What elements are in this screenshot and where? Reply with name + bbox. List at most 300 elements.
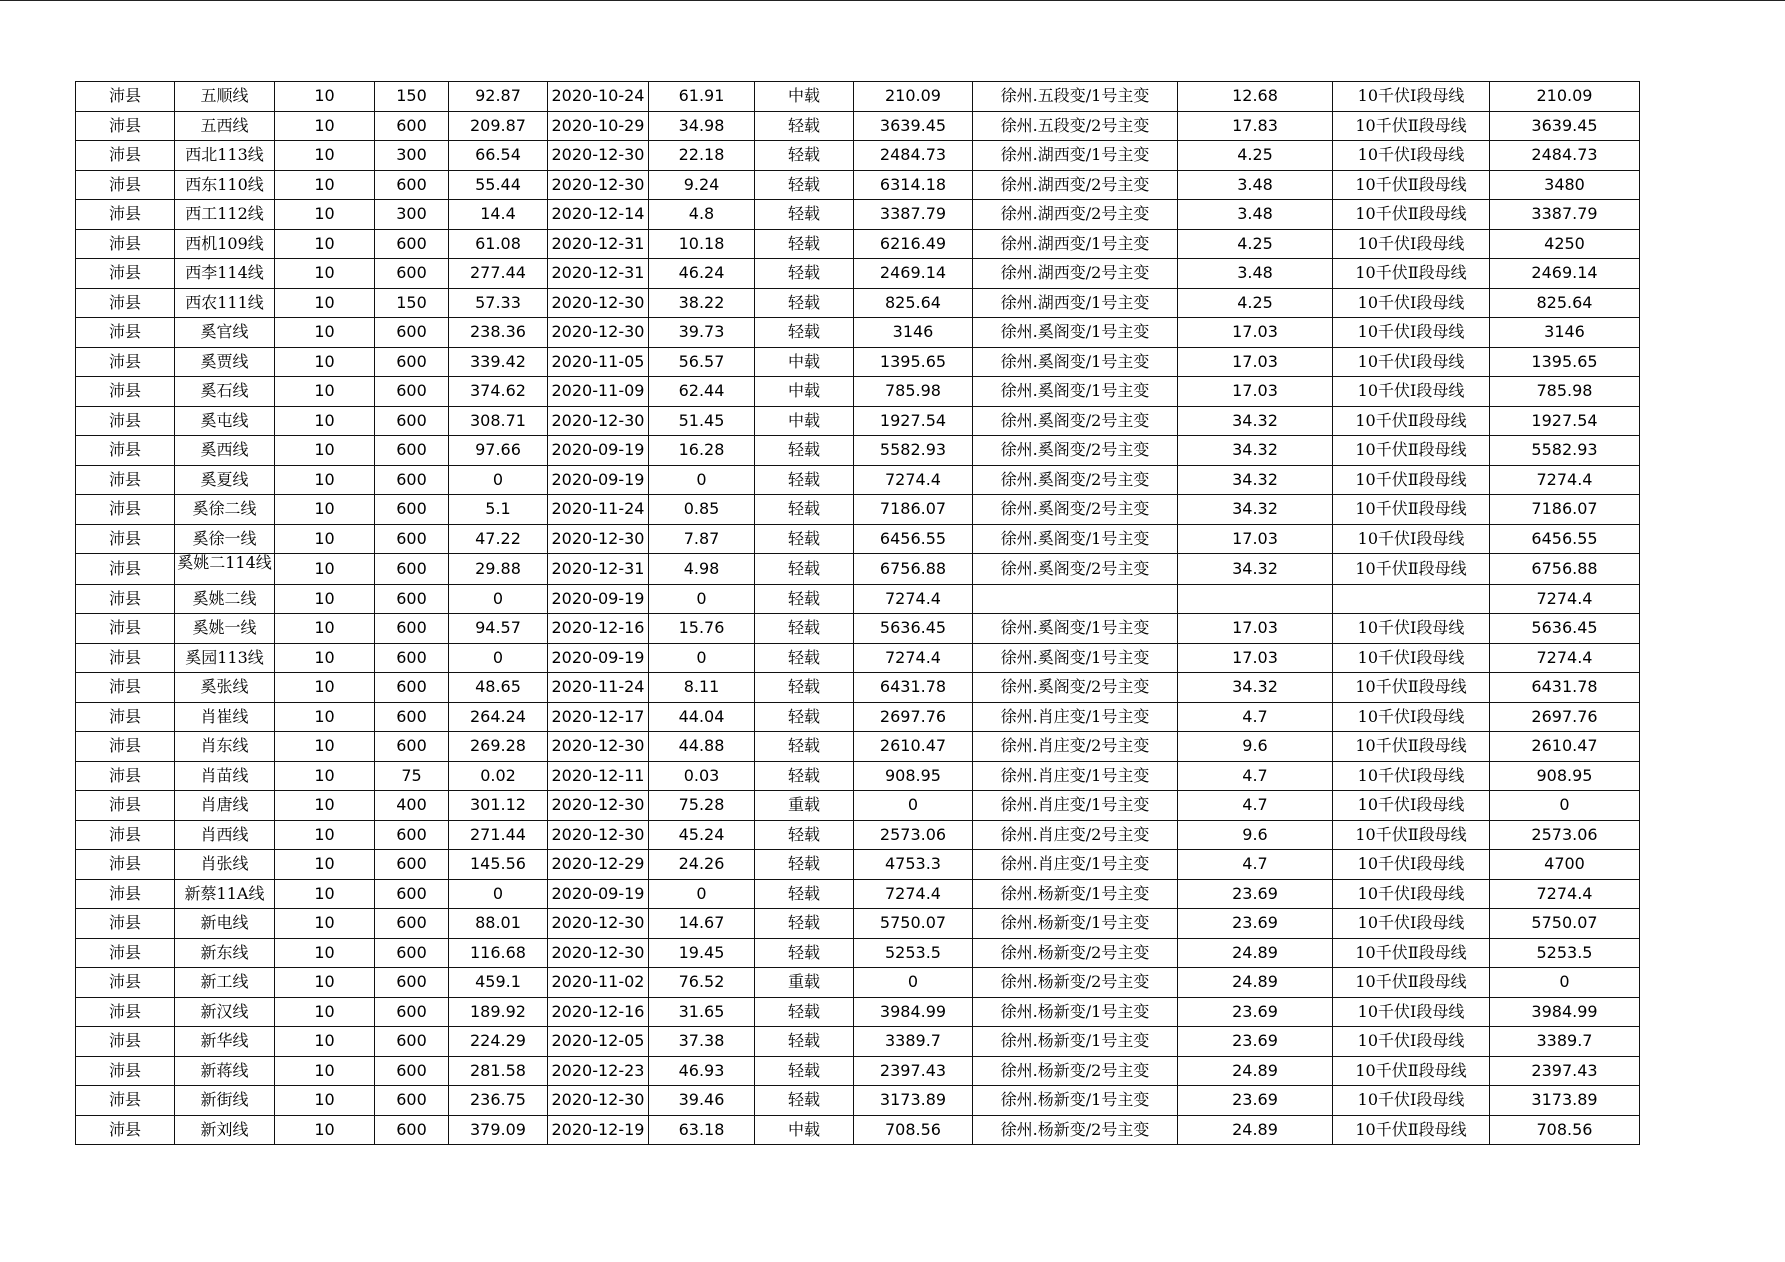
cell-line-name: 奚屯线 xyxy=(175,406,275,436)
cell-rated-capacity: 600 xyxy=(375,436,449,466)
cell-transformer-value: 4.7 xyxy=(1178,761,1333,791)
table-row xyxy=(76,495,1640,525)
cell-transformer-value: 4.7 xyxy=(1178,702,1333,732)
cell-load-status: 轻载 xyxy=(755,554,854,585)
cell-voltage-kv: 10 xyxy=(275,436,375,466)
cell-voltage-kv: 10 xyxy=(275,1027,375,1057)
table-body xyxy=(76,82,1640,1145)
cell-bus-section: 10千伏Ⅰ段母线 xyxy=(1333,791,1490,821)
cell-county: 沛县 xyxy=(76,436,175,466)
cell-load-status: 轻载 xyxy=(755,673,854,703)
cell-line-name: 奚西线 xyxy=(175,436,275,466)
cell-line-name: 奚徐一线 xyxy=(175,524,275,554)
cell-load-rate: 4.98 xyxy=(649,554,755,585)
cell-voltage-kv: 10 xyxy=(275,791,375,821)
cell-available-capacity: 5253.5 xyxy=(854,938,973,968)
cell-available-capacity: 3389.7 xyxy=(854,1027,973,1057)
cell-voltage-kv: 10 xyxy=(275,732,375,762)
cell-load-value: 281.58 xyxy=(449,1056,548,1086)
cell-transformer-value xyxy=(1178,584,1333,614)
cell-load-status: 轻载 xyxy=(755,141,854,171)
table-row xyxy=(76,288,1640,318)
cell-rated-capacity: 600 xyxy=(375,170,449,200)
cell-load-status: 轻载 xyxy=(755,200,854,230)
table-row xyxy=(76,1115,1640,1145)
table-row xyxy=(76,702,1640,732)
cell-substation-transformer: 徐州.奚阁变/1号主变 xyxy=(973,318,1178,348)
cell-load-value: 308.71 xyxy=(449,406,548,436)
cell-bus-section: 10千伏Ⅰ段母线 xyxy=(1333,909,1490,939)
cell-voltage-kv: 10 xyxy=(275,584,375,614)
cell-substation-transformer: 徐州.湖西变/1号主变 xyxy=(973,229,1178,259)
cell-rated-capacity: 600 xyxy=(375,643,449,673)
cell-date: 2020-11-02 xyxy=(548,968,649,998)
cell-voltage-kv: 10 xyxy=(275,968,375,998)
cell-line-name: 西东110线 xyxy=(175,170,275,200)
cell-load-value: 379.09 xyxy=(449,1115,548,1145)
cell-load-status: 中载 xyxy=(755,377,854,407)
cell-transformer-value: 4.7 xyxy=(1178,791,1333,821)
cell-bus-section xyxy=(1333,584,1490,614)
cell-load-status: 轻载 xyxy=(755,259,854,289)
cell-voltage-kv: 10 xyxy=(275,288,375,318)
cell-voltage-kv: 10 xyxy=(275,111,375,141)
cell-county: 沛县 xyxy=(76,997,175,1027)
cell-bus-section: 10千伏Ⅰ段母线 xyxy=(1333,702,1490,732)
cell-load-rate: 76.52 xyxy=(649,968,755,998)
cell-open-capacity: 2697.76 xyxy=(1490,702,1640,732)
cell-load-rate: 8.11 xyxy=(649,673,755,703)
cell-line-name: 奚张线 xyxy=(175,673,275,703)
cell-voltage-kv: 10 xyxy=(275,495,375,525)
cell-date: 2020-12-16 xyxy=(548,614,649,644)
cell-rated-capacity: 600 xyxy=(375,732,449,762)
cell-date: 2020-12-19 xyxy=(548,1115,649,1145)
cell-load-value: 57.33 xyxy=(449,288,548,318)
cell-line-name: 奚贾线 xyxy=(175,347,275,377)
cell-transformer-value: 24.89 xyxy=(1178,968,1333,998)
cell-voltage-kv: 10 xyxy=(275,229,375,259)
cell-rated-capacity: 600 xyxy=(375,318,449,348)
cell-load-rate: 39.46 xyxy=(649,1086,755,1116)
cell-load-value: 29.88 xyxy=(449,554,548,585)
page-top-rule xyxy=(0,0,1785,1)
cell-load-status: 轻载 xyxy=(755,495,854,525)
cell-line-name: 西农111线 xyxy=(175,288,275,318)
cell-available-capacity: 2573.06 xyxy=(854,820,973,850)
cell-bus-section: 10千伏Ⅰ段母线 xyxy=(1333,879,1490,909)
cell-voltage-kv: 10 xyxy=(275,406,375,436)
cell-line-name: 西机109线 xyxy=(175,229,275,259)
cell-date: 2020-09-19 xyxy=(548,584,649,614)
cell-voltage-kv: 10 xyxy=(275,702,375,732)
cell-bus-section: 10千伏Ⅱ段母线 xyxy=(1333,406,1490,436)
cell-substation-transformer: 徐州.奚阁变/1号主变 xyxy=(973,643,1178,673)
cell-load-status: 中载 xyxy=(755,82,854,112)
cell-load-rate: 75.28 xyxy=(649,791,755,821)
cell-load-status: 轻载 xyxy=(755,111,854,141)
cell-available-capacity: 7274.4 xyxy=(854,643,973,673)
cell-open-capacity: 5253.5 xyxy=(1490,938,1640,968)
cell-load-status: 轻载 xyxy=(755,436,854,466)
cell-load-value: 0 xyxy=(449,465,548,495)
cell-open-capacity: 5750.07 xyxy=(1490,909,1640,939)
cell-line-name: 新电线 xyxy=(175,909,275,939)
cell-transformer-value: 9.6 xyxy=(1178,820,1333,850)
cell-bus-section: 10千伏Ⅱ段母线 xyxy=(1333,465,1490,495)
cell-open-capacity: 1395.65 xyxy=(1490,347,1640,377)
table-row xyxy=(76,554,1640,585)
cell-transformer-value: 17.03 xyxy=(1178,614,1333,644)
cell-available-capacity: 4753.3 xyxy=(854,850,973,880)
cell-rated-capacity: 600 xyxy=(375,702,449,732)
cell-voltage-kv: 10 xyxy=(275,377,375,407)
cell-bus-section: 10千伏Ⅰ段母线 xyxy=(1333,377,1490,407)
cell-line-name: 新蔡11A线 xyxy=(175,879,275,909)
cell-line-name: 奚园113线 xyxy=(175,643,275,673)
cell-load-value: 116.68 xyxy=(449,938,548,968)
cell-substation-transformer: 徐州.杨新变/2号主变 xyxy=(973,968,1178,998)
cell-substation-transformer: 徐州.湖西变/2号主变 xyxy=(973,200,1178,230)
table-row xyxy=(76,761,1640,791)
cell-load-rate: 63.18 xyxy=(649,1115,755,1145)
cell-load-status: 轻载 xyxy=(755,909,854,939)
cell-date: 2020-12-11 xyxy=(548,761,649,791)
cell-substation-transformer: 徐州.奚阁变/1号主变 xyxy=(973,347,1178,377)
cell-open-capacity: 1927.54 xyxy=(1490,406,1640,436)
cell-line-name: 五顺线 xyxy=(175,82,275,112)
cell-load-value: 264.24 xyxy=(449,702,548,732)
cell-voltage-kv: 10 xyxy=(275,554,375,585)
cell-substation-transformer: 徐州.肖庄变/1号主变 xyxy=(973,761,1178,791)
table-row xyxy=(76,879,1640,909)
cell-county: 沛县 xyxy=(76,938,175,968)
cell-bus-section: 10千伏Ⅱ段母线 xyxy=(1333,968,1490,998)
cell-load-status: 轻载 xyxy=(755,1086,854,1116)
table-row xyxy=(76,820,1640,850)
cell-date: 2020-12-05 xyxy=(548,1027,649,1057)
cell-transformer-value: 3.48 xyxy=(1178,170,1333,200)
cell-rated-capacity: 600 xyxy=(375,111,449,141)
cell-substation-transformer: 徐州.湖西变/1号主变 xyxy=(973,141,1178,171)
cell-load-value: 66.54 xyxy=(449,141,548,171)
cell-load-status: 轻载 xyxy=(755,614,854,644)
cell-available-capacity: 2610.47 xyxy=(854,732,973,762)
cell-county: 沛县 xyxy=(76,879,175,909)
cell-substation-transformer: 徐州.五段变/2号主变 xyxy=(973,111,1178,141)
cell-rated-capacity: 600 xyxy=(375,229,449,259)
cell-bus-section: 10千伏Ⅱ段母线 xyxy=(1333,436,1490,466)
cell-load-value: 0 xyxy=(449,879,548,909)
cell-voltage-kv: 10 xyxy=(275,82,375,112)
cell-date: 2020-09-19 xyxy=(548,436,649,466)
cell-county: 沛县 xyxy=(76,1115,175,1145)
cell-available-capacity: 7274.4 xyxy=(854,584,973,614)
cell-substation-transformer: 徐州.五段变/1号主变 xyxy=(973,82,1178,112)
cell-line-name: 新东线 xyxy=(175,938,275,968)
cell-load-status: 轻载 xyxy=(755,850,854,880)
cell-transformer-value: 17.03 xyxy=(1178,643,1333,673)
cell-load-value: 459.1 xyxy=(449,968,548,998)
table-row xyxy=(76,318,1640,348)
cell-date: 2020-12-30 xyxy=(548,406,649,436)
cell-open-capacity: 2573.06 xyxy=(1490,820,1640,850)
cell-line-name: 肖唐线 xyxy=(175,791,275,821)
cell-rated-capacity: 75 xyxy=(375,761,449,791)
cell-transformer-value: 23.69 xyxy=(1178,909,1333,939)
cell-load-status: 重载 xyxy=(755,968,854,998)
cell-transformer-value: 23.69 xyxy=(1178,1027,1333,1057)
cell-transformer-value: 34.32 xyxy=(1178,673,1333,703)
cell-rated-capacity: 600 xyxy=(375,377,449,407)
cell-voltage-kv: 10 xyxy=(275,347,375,377)
cell-county: 沛县 xyxy=(76,82,175,112)
cell-county: 沛县 xyxy=(76,200,175,230)
table-row xyxy=(76,1027,1640,1057)
cell-rated-capacity: 600 xyxy=(375,554,449,585)
cell-line-name: 奚官线 xyxy=(175,318,275,348)
table-row xyxy=(76,968,1640,998)
cell-load-status: 轻载 xyxy=(755,643,854,673)
cell-available-capacity: 1395.65 xyxy=(854,347,973,377)
table-row xyxy=(76,200,1640,230)
cell-county: 沛县 xyxy=(76,820,175,850)
cell-date: 2020-12-17 xyxy=(548,702,649,732)
cell-substation-transformer: 徐州.杨新变/1号主变 xyxy=(973,1027,1178,1057)
cell-load-rate: 31.65 xyxy=(649,997,755,1027)
cell-open-capacity: 6456.55 xyxy=(1490,524,1640,554)
cell-available-capacity: 7274.4 xyxy=(854,465,973,495)
cell-load-rate: 0 xyxy=(649,465,755,495)
cell-date: 2020-12-16 xyxy=(548,997,649,1027)
cell-line-name: 新街线 xyxy=(175,1086,275,1116)
cell-county: 沛县 xyxy=(76,170,175,200)
cell-load-rate: 39.73 xyxy=(649,318,755,348)
cell-load-value: 224.29 xyxy=(449,1027,548,1057)
cell-load-status: 轻载 xyxy=(755,288,854,318)
cell-county: 沛县 xyxy=(76,614,175,644)
cell-rated-capacity: 600 xyxy=(375,584,449,614)
table-row xyxy=(76,643,1640,673)
cell-load-value: 0.02 xyxy=(449,761,548,791)
cell-bus-section: 10千伏Ⅱ段母线 xyxy=(1333,1056,1490,1086)
cell-bus-section: 10千伏Ⅱ段母线 xyxy=(1333,111,1490,141)
cell-county: 沛县 xyxy=(76,347,175,377)
cell-open-capacity: 3984.99 xyxy=(1490,997,1640,1027)
cell-substation-transformer: 徐州.奚阁变/2号主变 xyxy=(973,465,1178,495)
cell-load-status: 轻载 xyxy=(755,1027,854,1057)
cell-rated-capacity: 600 xyxy=(375,465,449,495)
cell-available-capacity: 6216.49 xyxy=(854,229,973,259)
cell-substation-transformer: 徐州.奚阁变/2号主变 xyxy=(973,673,1178,703)
cell-available-capacity: 2397.43 xyxy=(854,1056,973,1086)
cell-transformer-value: 17.03 xyxy=(1178,377,1333,407)
cell-bus-section: 10千伏Ⅱ段母线 xyxy=(1333,259,1490,289)
cell-substation-transformer: 徐州.肖庄变/2号主变 xyxy=(973,820,1178,850)
table-row xyxy=(76,111,1640,141)
cell-bus-section: 10千伏Ⅱ段母线 xyxy=(1333,200,1490,230)
cell-bus-section: 10千伏Ⅰ段母线 xyxy=(1333,614,1490,644)
cell-voltage-kv: 10 xyxy=(275,259,375,289)
table-row xyxy=(76,614,1640,644)
cell-load-rate: 37.38 xyxy=(649,1027,755,1057)
cell-available-capacity: 3146 xyxy=(854,318,973,348)
cell-transformer-value: 34.32 xyxy=(1178,406,1333,436)
cell-rated-capacity: 600 xyxy=(375,1056,449,1086)
cell-substation-transformer: 徐州.杨新变/2号主变 xyxy=(973,938,1178,968)
cell-rated-capacity: 600 xyxy=(375,406,449,436)
cell-load-value: 269.28 xyxy=(449,732,548,762)
cell-county: 沛县 xyxy=(76,643,175,673)
cell-date: 2020-11-05 xyxy=(548,347,649,377)
cell-load-value: 94.57 xyxy=(449,614,548,644)
cell-county: 沛县 xyxy=(76,909,175,939)
cell-load-rate: 38.22 xyxy=(649,288,755,318)
cell-load-value: 97.66 xyxy=(449,436,548,466)
cell-transformer-value: 23.69 xyxy=(1178,879,1333,909)
table-row xyxy=(76,347,1640,377)
cell-transformer-value: 9.6 xyxy=(1178,732,1333,762)
cell-date: 2020-12-29 xyxy=(548,850,649,880)
table-row xyxy=(76,377,1640,407)
cell-rated-capacity: 600 xyxy=(375,259,449,289)
cell-transformer-value: 17.03 xyxy=(1178,524,1333,554)
cell-load-value: 277.44 xyxy=(449,259,548,289)
cell-county: 沛县 xyxy=(76,259,175,289)
cell-date: 2020-12-30 xyxy=(548,909,649,939)
cell-line-name: 五西线 xyxy=(175,111,275,141)
cell-voltage-kv: 10 xyxy=(275,318,375,348)
cell-voltage-kv: 10 xyxy=(275,465,375,495)
cell-available-capacity: 3387.79 xyxy=(854,200,973,230)
table-row xyxy=(76,938,1640,968)
cell-county: 沛县 xyxy=(76,554,175,585)
cell-load-rate: 19.45 xyxy=(649,938,755,968)
cell-available-capacity: 2469.14 xyxy=(854,259,973,289)
cell-date: 2020-12-30 xyxy=(548,288,649,318)
cell-rated-capacity: 600 xyxy=(375,1115,449,1145)
cell-available-capacity: 3173.89 xyxy=(854,1086,973,1116)
cell-available-capacity: 5636.45 xyxy=(854,614,973,644)
cell-open-capacity: 210.09 xyxy=(1490,82,1640,112)
cell-line-name: 新汉线 xyxy=(175,997,275,1027)
cell-load-rate: 0.85 xyxy=(649,495,755,525)
cell-rated-capacity: 600 xyxy=(375,909,449,939)
cell-bus-section: 10千伏Ⅰ段母线 xyxy=(1333,347,1490,377)
cell-load-status: 中载 xyxy=(755,347,854,377)
cell-rated-capacity: 600 xyxy=(375,850,449,880)
cell-load-value: 0 xyxy=(449,643,548,673)
cell-transformer-value: 4.7 xyxy=(1178,850,1333,880)
cell-transformer-value: 17.83 xyxy=(1178,111,1333,141)
cell-transformer-value: 3.48 xyxy=(1178,259,1333,289)
cell-load-rate: 51.45 xyxy=(649,406,755,436)
cell-load-rate: 61.91 xyxy=(649,82,755,112)
cell-bus-section: 10千伏Ⅰ段母线 xyxy=(1333,1086,1490,1116)
cell-line-name: 新蒋线 xyxy=(175,1056,275,1086)
cell-open-capacity: 0 xyxy=(1490,968,1640,998)
cell-county: 沛县 xyxy=(76,229,175,259)
table-row xyxy=(76,259,1640,289)
cell-transformer-value: 4.25 xyxy=(1178,288,1333,318)
cell-open-capacity: 2610.47 xyxy=(1490,732,1640,762)
cell-load-rate: 56.57 xyxy=(649,347,755,377)
cell-voltage-kv: 10 xyxy=(275,1056,375,1086)
cell-substation-transformer: 徐州.肖庄变/2号主变 xyxy=(973,732,1178,762)
cell-voltage-kv: 10 xyxy=(275,997,375,1027)
cell-open-capacity: 3173.89 xyxy=(1490,1086,1640,1116)
cell-voltage-kv: 10 xyxy=(275,170,375,200)
table-row xyxy=(76,791,1640,821)
cell-open-capacity: 3146 xyxy=(1490,318,1640,348)
cell-load-rate: 0 xyxy=(649,643,755,673)
cell-date: 2020-12-23 xyxy=(548,1056,649,1086)
cell-open-capacity: 2484.73 xyxy=(1490,141,1640,171)
cell-bus-section: 10千伏Ⅰ段母线 xyxy=(1333,524,1490,554)
cell-available-capacity: 5582.93 xyxy=(854,436,973,466)
cell-transformer-value: 17.03 xyxy=(1178,318,1333,348)
cell-substation-transformer: 徐州.杨新变/2号主变 xyxy=(973,1056,1178,1086)
cell-load-rate: 7.87 xyxy=(649,524,755,554)
cell-open-capacity: 7274.4 xyxy=(1490,465,1640,495)
cell-date: 2020-12-30 xyxy=(548,938,649,968)
cell-substation-transformer: 徐州.肖庄变/1号主变 xyxy=(973,850,1178,880)
cell-load-status: 轻载 xyxy=(755,318,854,348)
cell-load-rate: 10.18 xyxy=(649,229,755,259)
cell-date: 2020-12-30 xyxy=(548,1086,649,1116)
cell-available-capacity: 7186.07 xyxy=(854,495,973,525)
cell-available-capacity: 6756.88 xyxy=(854,554,973,585)
cell-transformer-value: 23.69 xyxy=(1178,997,1333,1027)
cell-available-capacity: 7274.4 xyxy=(854,879,973,909)
cell-voltage-kv: 10 xyxy=(275,643,375,673)
cell-date: 2020-12-31 xyxy=(548,229,649,259)
cell-line-name: 奚石线 xyxy=(175,377,275,407)
cell-bus-section: 10千伏Ⅰ段母线 xyxy=(1333,1027,1490,1057)
cell-load-status: 轻载 xyxy=(755,170,854,200)
table-row xyxy=(76,732,1640,762)
cell-load-status: 轻载 xyxy=(755,702,854,732)
cell-open-capacity: 7274.4 xyxy=(1490,643,1640,673)
cell-load-status: 轻载 xyxy=(755,761,854,791)
cell-load-value: 47.22 xyxy=(449,524,548,554)
cell-substation-transformer: 徐州.肖庄变/1号主变 xyxy=(973,791,1178,821)
cell-load-value: 271.44 xyxy=(449,820,548,850)
cell-load-rate: 0 xyxy=(649,584,755,614)
cell-bus-section: 10千伏Ⅱ段母线 xyxy=(1333,732,1490,762)
cell-county: 沛县 xyxy=(76,318,175,348)
cell-load-rate: 22.18 xyxy=(649,141,755,171)
cell-bus-section: 10千伏Ⅱ段母线 xyxy=(1333,554,1490,585)
cell-date: 2020-12-31 xyxy=(548,259,649,289)
cell-county: 沛县 xyxy=(76,1086,175,1116)
cell-transformer-value: 4.25 xyxy=(1178,141,1333,171)
cell-voltage-kv: 10 xyxy=(275,820,375,850)
table-row xyxy=(76,584,1640,614)
cell-open-capacity: 825.64 xyxy=(1490,288,1640,318)
cell-load-value: 0 xyxy=(449,584,548,614)
cell-load-rate: 62.44 xyxy=(649,377,755,407)
cell-open-capacity: 3387.79 xyxy=(1490,200,1640,230)
cell-line-name: 肖西线 xyxy=(175,820,275,850)
cell-bus-section: 10千伏Ⅰ段母线 xyxy=(1333,318,1490,348)
cell-substation-transformer: 徐州.奚阁变/2号主变 xyxy=(973,554,1178,585)
cell-voltage-kv: 10 xyxy=(275,1115,375,1145)
cell-load-status: 轻载 xyxy=(755,820,854,850)
cell-county: 沛县 xyxy=(76,111,175,141)
cell-available-capacity: 2484.73 xyxy=(854,141,973,171)
cell-line-name: 西李114线 xyxy=(175,259,275,289)
